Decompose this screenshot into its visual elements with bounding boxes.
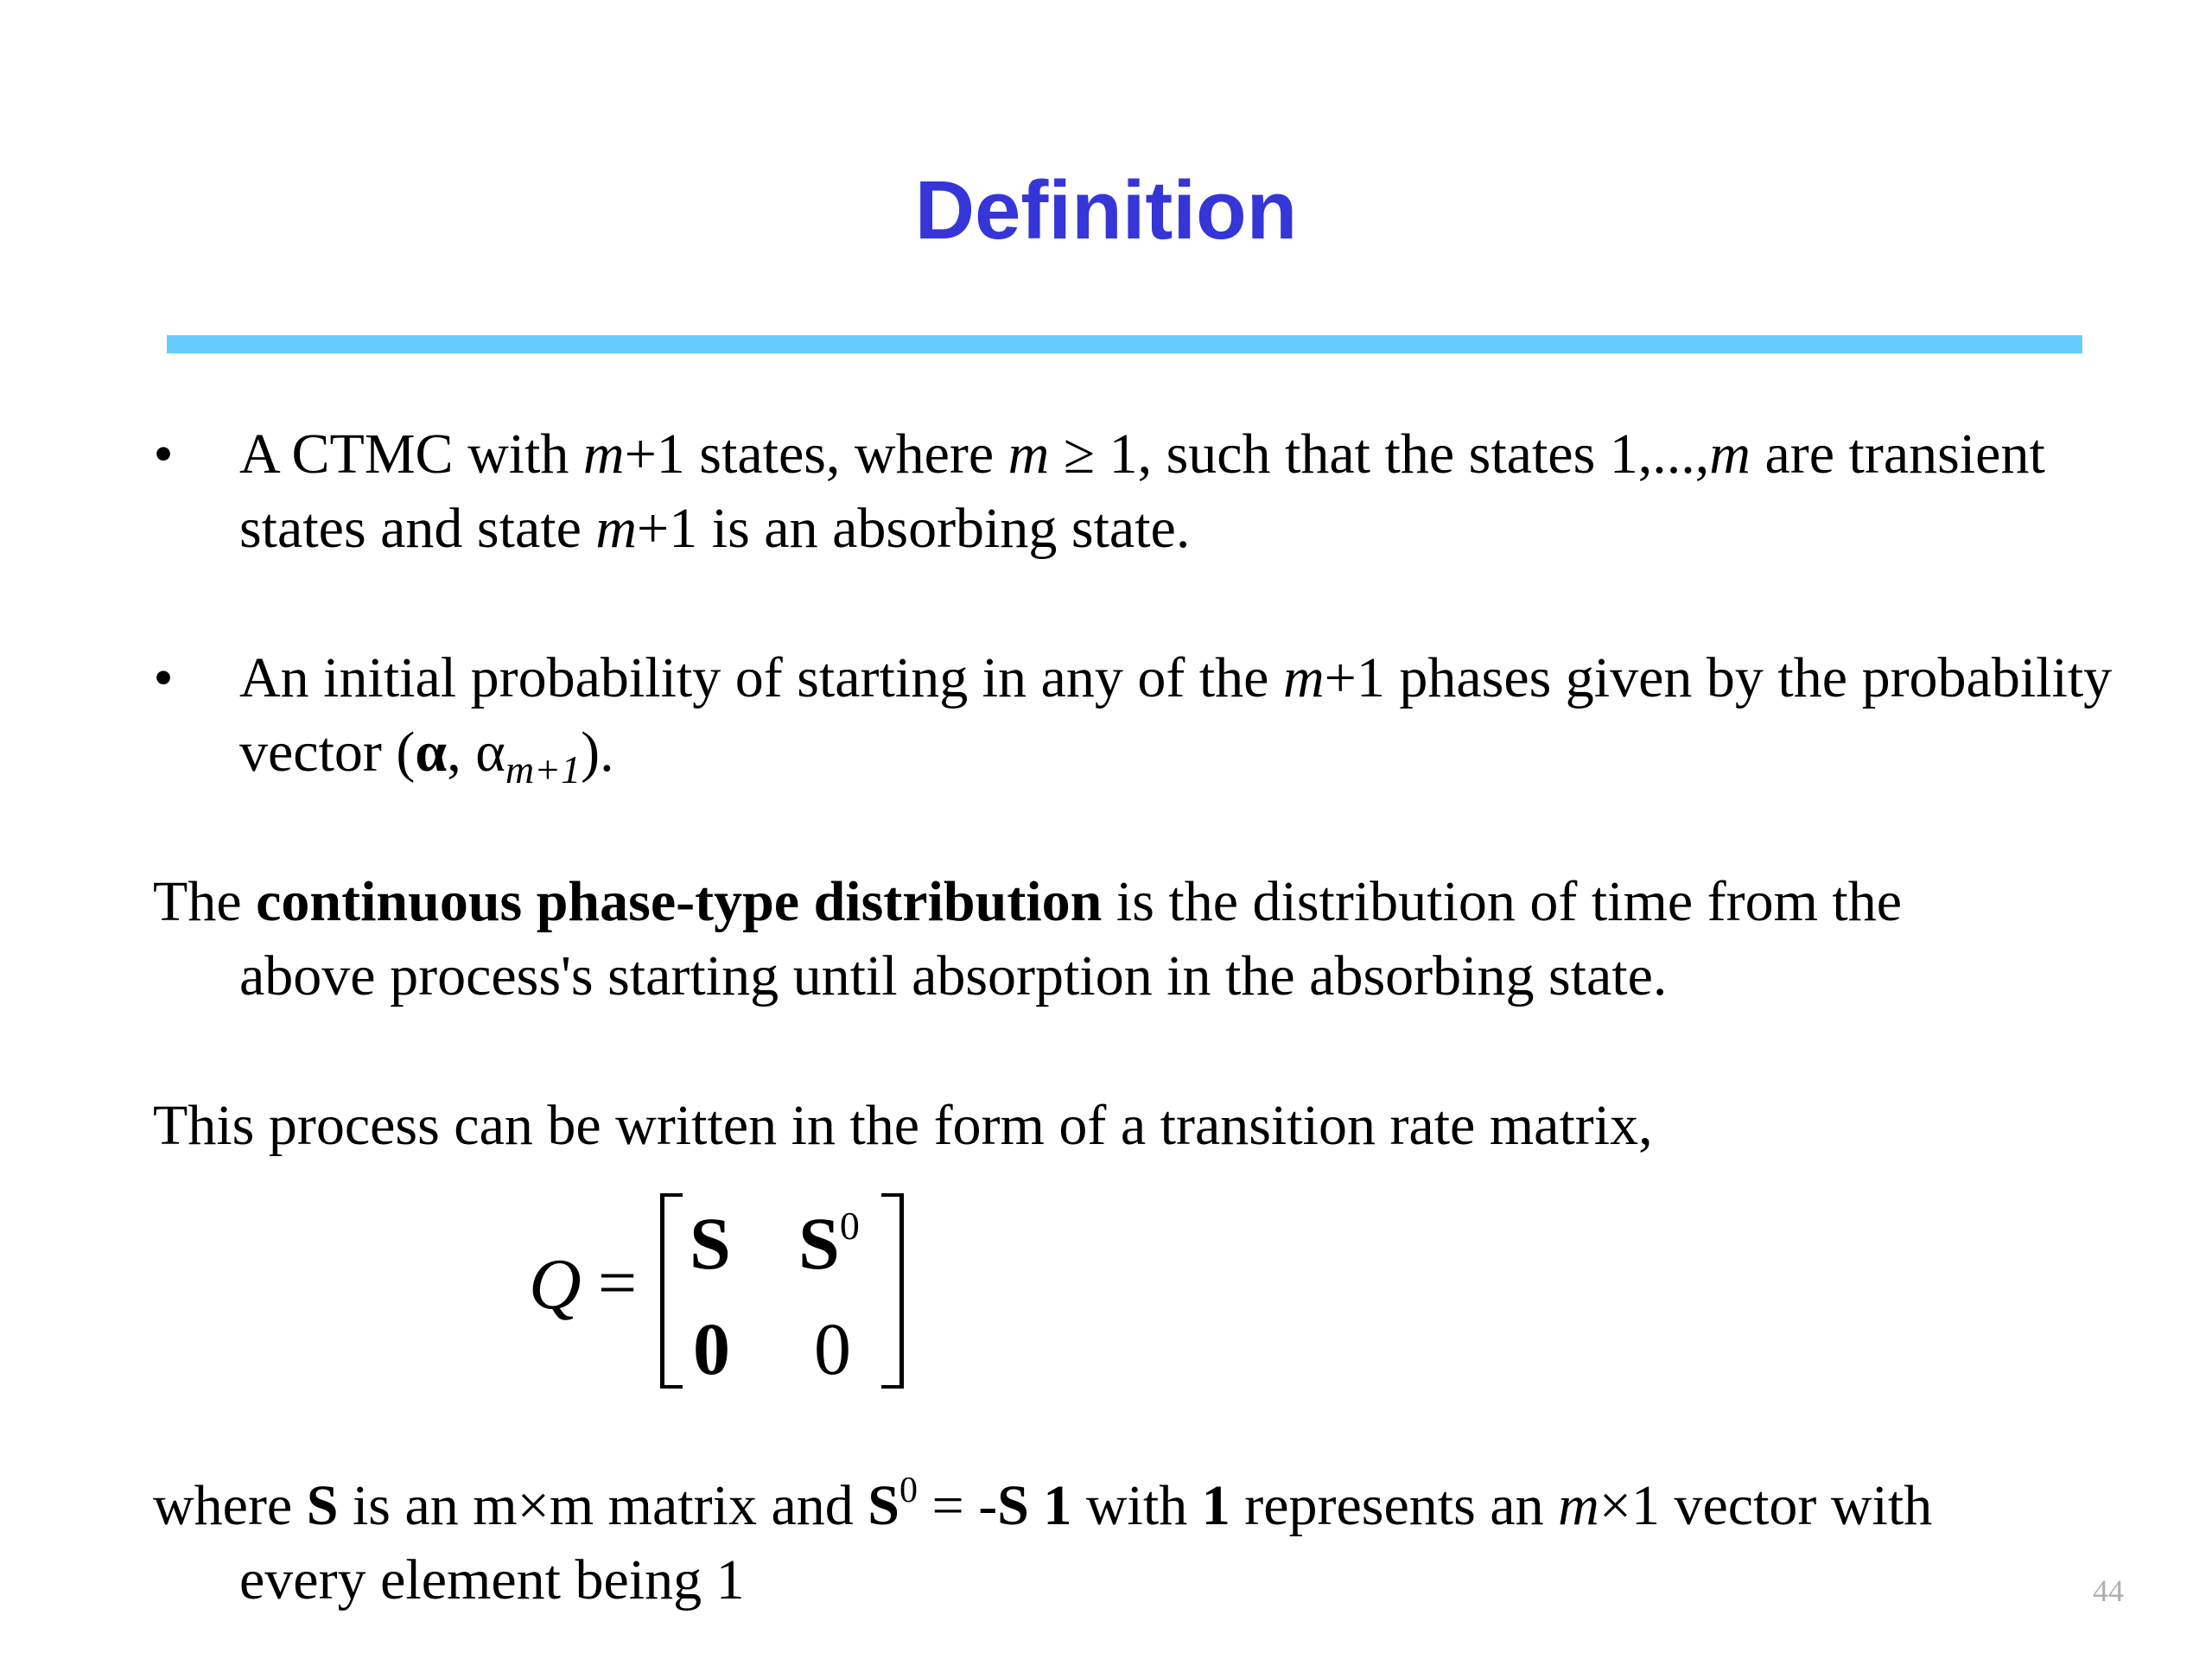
page-number: 44: [2093, 1573, 2124, 1608]
left-bracket: [660, 1193, 683, 1389]
term-bold: continuous phase-type distribution: [256, 870, 1103, 933]
matrix-cell-zero-vector: 0: [693, 1307, 730, 1390]
matrix-cell-S0: $S^0$: [798, 1202, 860, 1285]
bullet-item-1: [153, 417, 2123, 573]
equals-sign: =: [598, 1245, 638, 1321]
bullet-text-2: An initial probability of starting in any of the m+1 phases given by the probability vector (α, $\alpha_{m+1}$).: [239, 646, 2113, 791]
definition-paragraph: The continuous phase-type distribution is the distribution of time from the above process's starting until absorption in the absorbing state.: [153, 870, 1903, 1007]
bullet-marker: •: [153, 423, 174, 486]
matrix-cell-S: S: [690, 1202, 731, 1285]
matrix-equation: [529, 1188, 926, 1395]
bullet-item-2: [153, 641, 2123, 797]
bullet-text-1: A CTMC with m+1 states, where m ≥ 1, such that the states 1,...,m are transient states and state m+1 is an absorbing state.: [239, 423, 2045, 560]
matrix-lhs: Q: [529, 1244, 582, 1325]
title-underline: [167, 335, 2082, 353]
right-bracket: [881, 1193, 904, 1389]
slide-title: Definition: [914, 164, 1298, 257]
where-paragraph: where S is an m×m matrix and $S^0 = -S$ 1 with 1 represents an m×1 vector with every element being 1: [153, 1471, 1933, 1611]
matrix-intro-paragraph: This process can be written in the form of a transition rate matrix,: [153, 1094, 1653, 1157]
matrix-cell-zero: 0: [814, 1307, 851, 1390]
bullet-marker: •: [153, 646, 174, 709]
